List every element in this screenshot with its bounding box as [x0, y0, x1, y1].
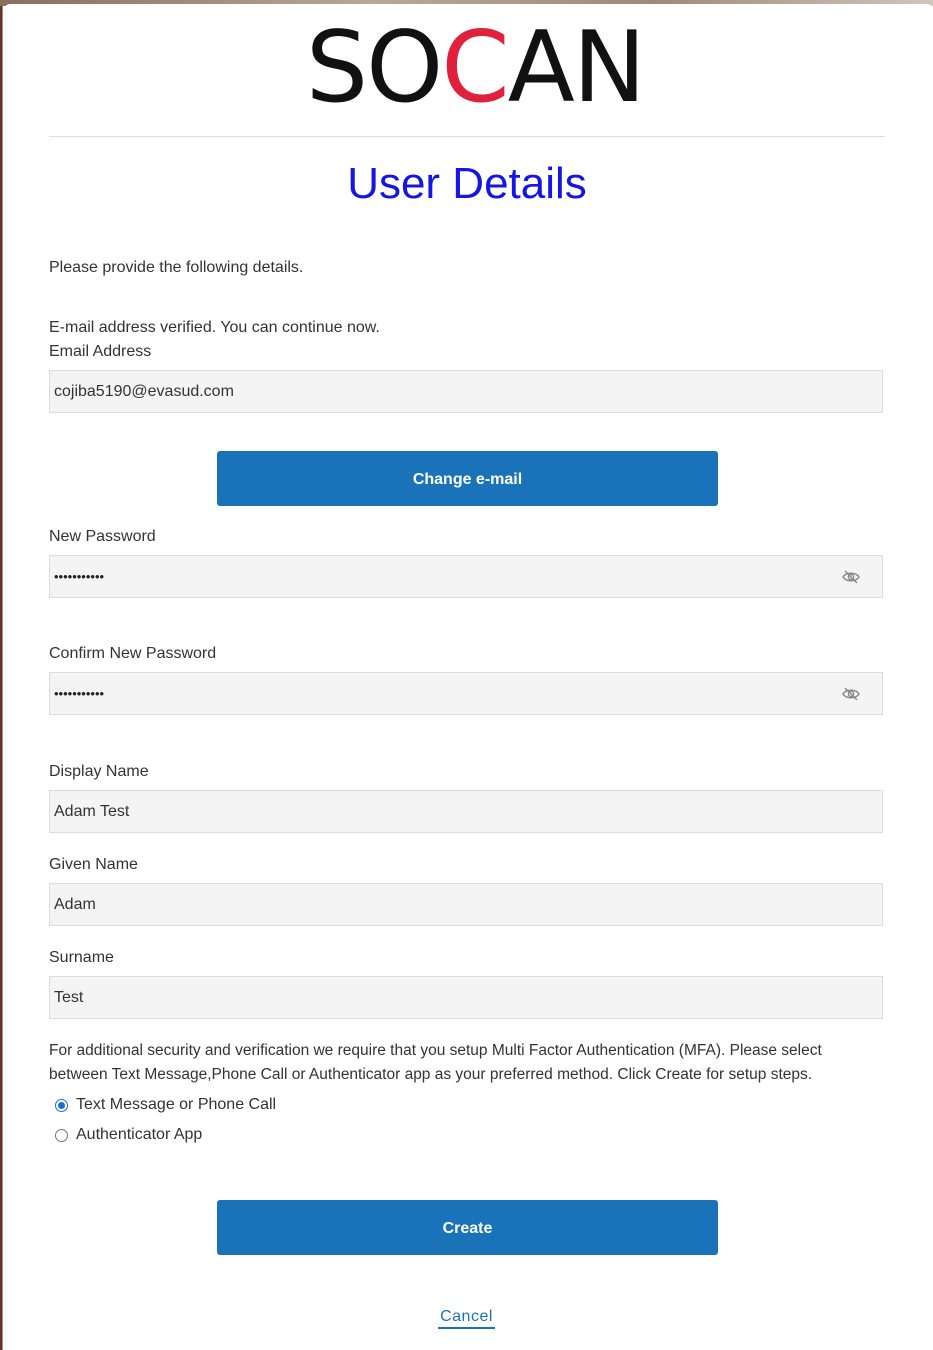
email-label: Email Address	[49, 343, 152, 360]
confirm-password-label: Confirm New Password	[49, 645, 217, 662]
intro-text: Please provide the following details.	[49, 259, 304, 276]
given-name-label: Given Name	[49, 856, 138, 873]
cancel-link[interactable]: Cancel	[438, 1308, 495, 1329]
logo-text-an: AN	[507, 11, 645, 125]
given-name-field[interactable]	[49, 883, 883, 926]
surname-label: Surname	[49, 949, 114, 966]
change-email-button[interactable]: Change e-mail	[217, 451, 718, 506]
radio-button[interactable]	[55, 1129, 68, 1142]
eye-slash-icon[interactable]	[842, 569, 860, 585]
email-verified-message: E-mail address verified. You can continue now.	[49, 319, 380, 336]
email-field[interactable]	[49, 370, 883, 413]
surname-field[interactable]	[49, 976, 883, 1019]
mfa-option-text-message[interactable]	[55, 1094, 276, 1116]
eye-slash-icon[interactable]	[842, 686, 860, 702]
display-name-label: Display Name	[49, 763, 149, 780]
logo-text-c: C	[441, 11, 508, 125]
confirm-password-value: •••••••••••	[54, 686, 105, 701]
display-name-field[interactable]	[49, 790, 883, 833]
page-title: User Details	[347, 159, 587, 208]
mfa-option-authenticator-app[interactable]	[55, 1124, 202, 1146]
create-button[interactable]: Create	[217, 1200, 718, 1255]
radio-button-selected[interactable]	[55, 1099, 68, 1112]
logo-text-so: SO	[305, 11, 442, 125]
new-password-value: •••••••••••	[54, 569, 105, 584]
new-password-field[interactable]	[49, 555, 883, 598]
mfa-option-label: Authenticator App	[76, 1126, 203, 1143]
mfa-description-line2: between Text Message,Phone Call or Authenticator app as your preferred method. Click Create for setup steps.	[49, 1066, 813, 1083]
new-password-label: New Password	[49, 528, 156, 545]
cancel-link-wrapper	[4, 1308, 929, 1326]
mfa-option-label: Text Message or Phone Call	[76, 1096, 277, 1113]
mfa-description-line1: For additional security and verification we require that you setup Multi Factor Authentication (MFA). Please select	[49, 1042, 822, 1059]
confirm-password-field[interactable]	[49, 672, 883, 715]
header-divider	[49, 136, 885, 137]
user-details-card	[4, 4, 933, 1350]
socan-logo	[280, 11, 670, 125]
